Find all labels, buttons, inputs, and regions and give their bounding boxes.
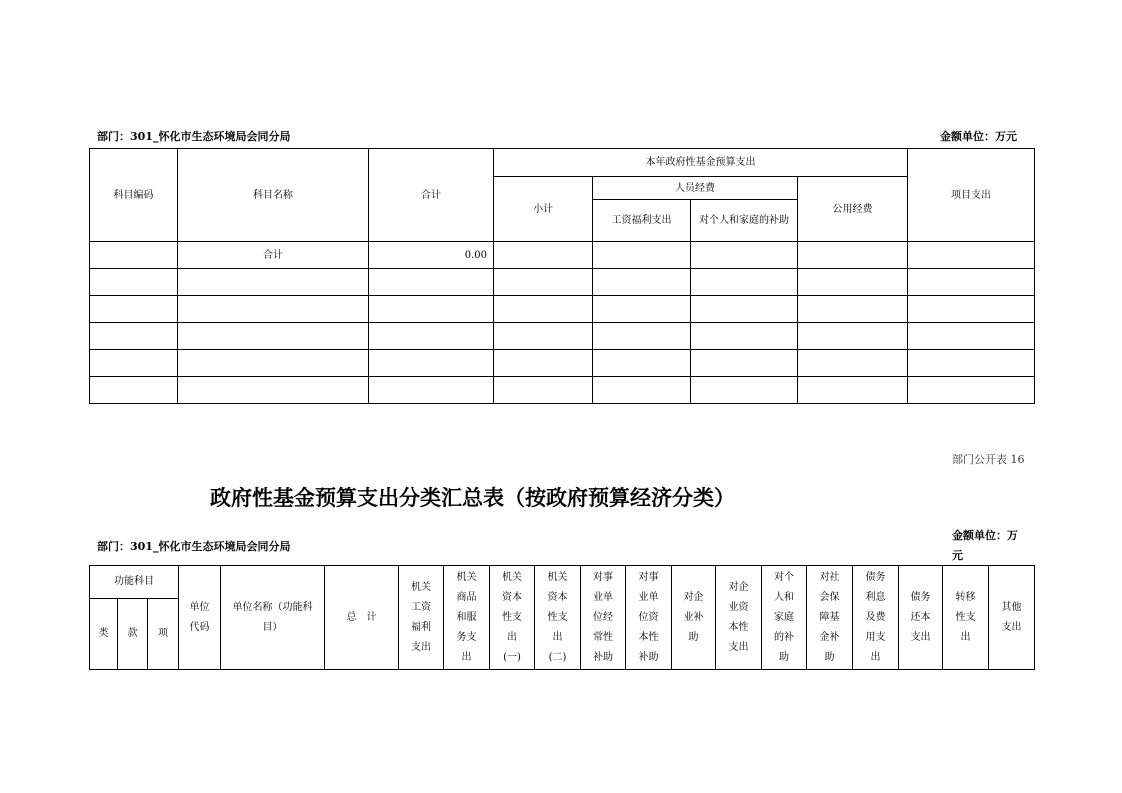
header-c8: 对企业资本性支出 — [716, 566, 762, 670]
header-c2: 机关商品和服务支出 — [444, 566, 490, 670]
header-c10: 对社会保障基金补助 — [807, 566, 853, 670]
amount-unit-label: 金额单位：万元 — [940, 130, 1017, 143]
page-title: 政府性基金预算支出分类汇总表（按政府预算经济分类） — [210, 485, 735, 510]
header-c6: 对事业单位资本性补助 — [626, 566, 672, 670]
total-row-value: 0.00 — [369, 242, 494, 269]
header-subtotal: 小计 — [494, 177, 593, 242]
amount-unit-label-2: 金额单位：万元 — [952, 529, 1018, 562]
table-row — [90, 269, 1035, 296]
page-label: 部门公开表 16 — [952, 453, 1025, 466]
header-current-year: 本年政府性基金预算支出 — [494, 149, 908, 177]
department-label: 部门：301_怀化市生态环境局会同分局 — [97, 130, 291, 143]
header-public: 公用经费 — [798, 177, 908, 242]
header-c12: 债务还本支出 — [899, 566, 943, 670]
header-c5: 对事业单位经常性补助 — [581, 566, 626, 670]
header-c1: 机关工资福利支出 — [399, 566, 444, 670]
header-item: 项 — [148, 599, 179, 670]
header-section: 款 — [118, 599, 148, 670]
header-c14: 其他支出 — [989, 566, 1035, 670]
header-c7: 对企业补助 — [672, 566, 716, 670]
header-subject-name: 科目名称 — [178, 149, 369, 242]
header-grand-total: 总 计 — [325, 566, 399, 670]
header-personnel: 人员经费 — [593, 177, 798, 200]
header-c13: 转移性支出 — [943, 566, 989, 670]
budget-table-1 — [89, 148, 1035, 404]
header-subsidy: 对个人和家庭的补助 — [691, 200, 798, 242]
header-class: 类 — [90, 599, 118, 670]
total-row-label: 合计 — [178, 242, 369, 269]
header-c9: 对个人和家庭的补助 — [762, 566, 807, 670]
table-row — [90, 350, 1035, 377]
header-unit-name: 单位名称（功能科目） — [221, 566, 325, 670]
budget-table-2 — [89, 565, 1035, 670]
table-row — [90, 377, 1035, 404]
table-row — [90, 242, 1035, 269]
table-row — [90, 323, 1035, 350]
header-salary: 工资福利支出 — [593, 200, 691, 242]
header-c11: 债务利息及费用支出 — [853, 566, 899, 670]
header-total: 合计 — [369, 149, 494, 242]
header-c4: 机关资本性支出(二) — [535, 566, 581, 670]
header-project: 项目支出 — [908, 149, 1035, 242]
department-label-2: 部门：301_怀化市生态环境局会同分局 — [97, 540, 291, 553]
header-unit-code: 单位代码 — [179, 566, 221, 670]
header-func-subject: 功能科目 — [90, 566, 179, 599]
header-subject-code: 科目编码 — [90, 149, 178, 242]
header-c3: 机关资本性支出(一) — [490, 566, 535, 670]
table-row — [90, 296, 1035, 323]
